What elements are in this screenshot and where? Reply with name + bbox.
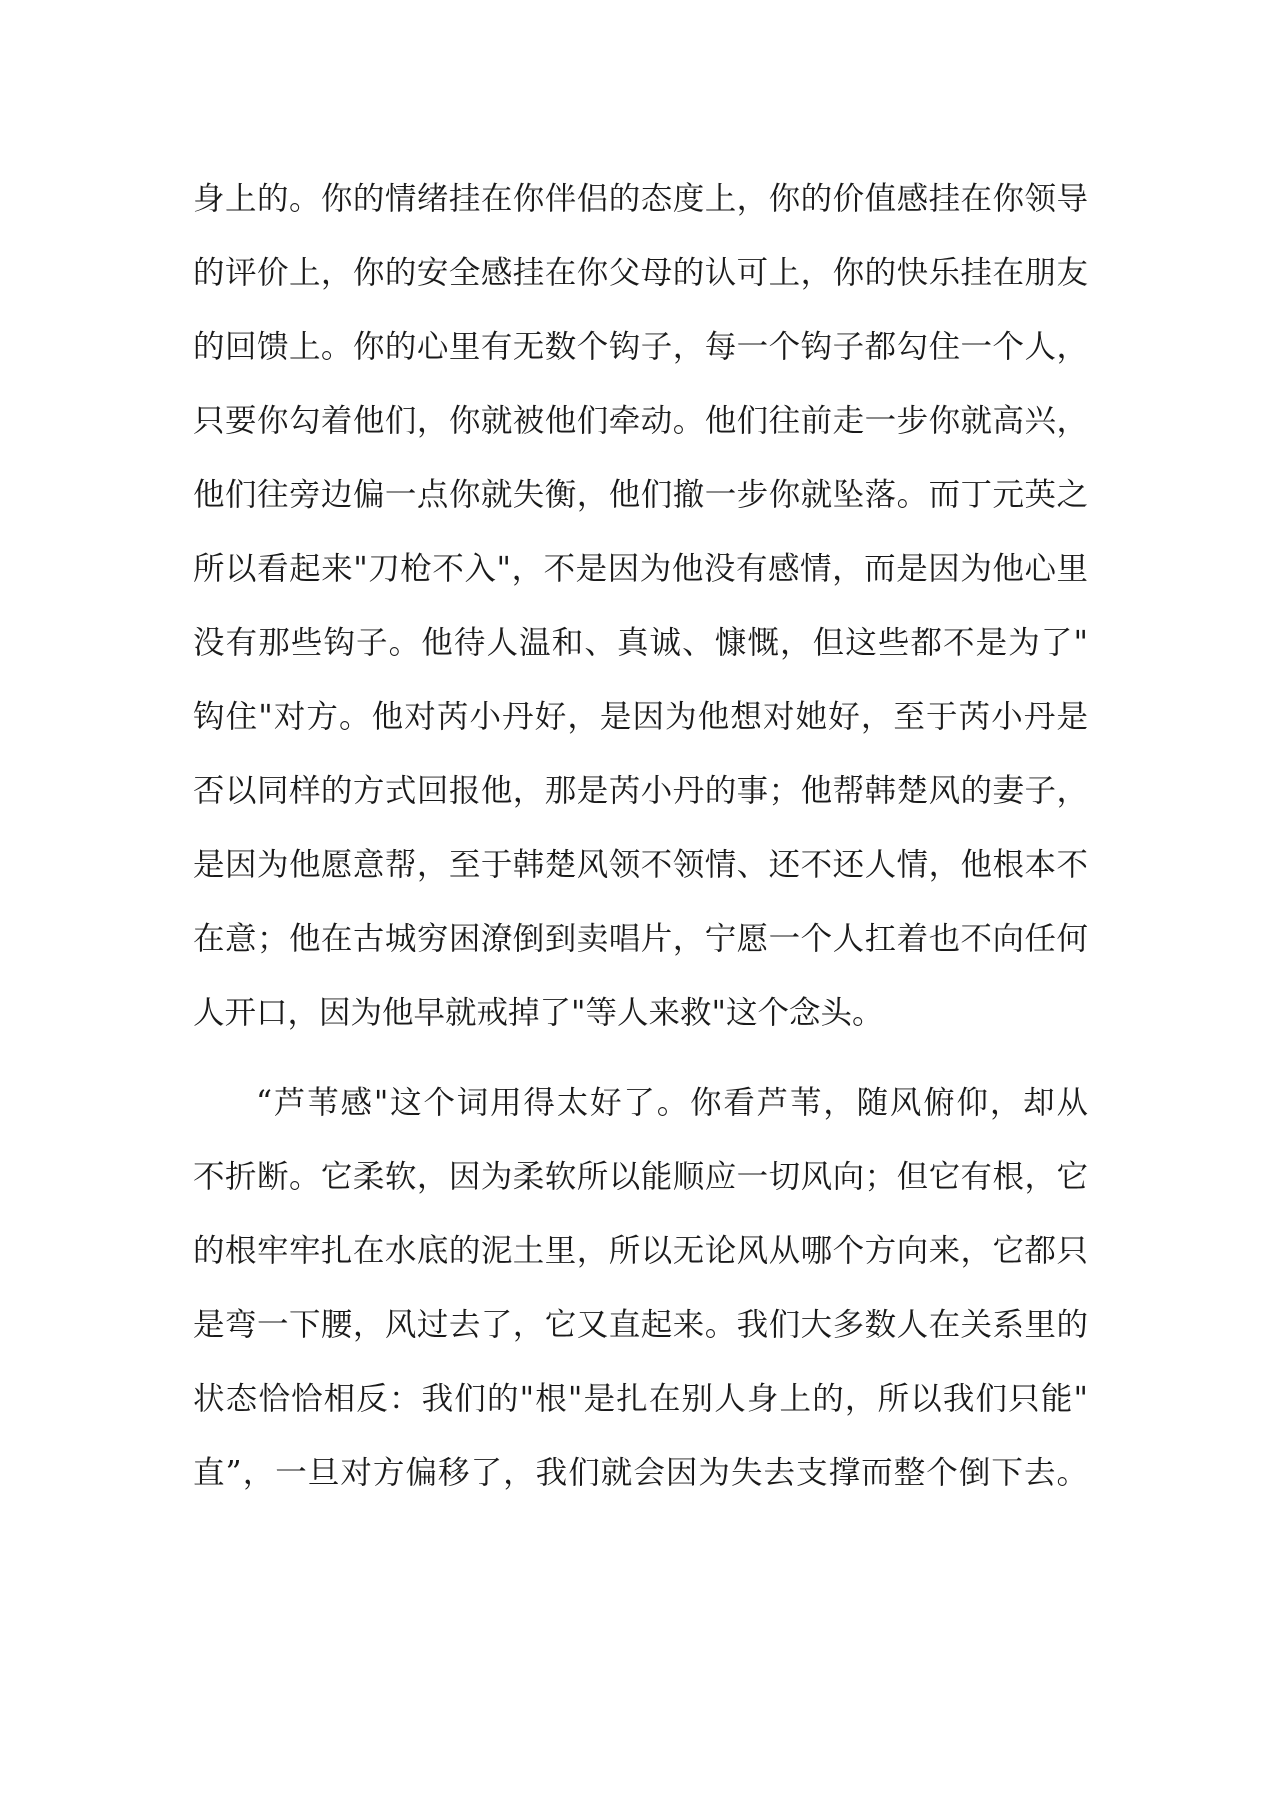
- paragraph-line: 他们往旁边偏一点你就失衡，他们撤一步你就坠落。而丁元英之: [193, 477, 1088, 513]
- paragraph-line: 在意；他在古城穷困潦倒到卖唱片，宁愿一个人扛着也不向任何: [193, 921, 1088, 957]
- paragraph-line: 人开口，因为他早就戒掉了"等人来救"这个念头。: [193, 995, 884, 1031]
- paragraph-line: 钩住"对方。他对芮小丹好，是因为他想对她好，至于芮小丹是: [193, 699, 1088, 735]
- paragraph-line: 状态恰恰相反：我们的"根"是扎在别人身上的，所以我们只能": [193, 1381, 1088, 1417]
- paragraph-line: 直”，一旦对方偏移了，我们就会因为失去支撑而整个倒下去。: [193, 1455, 1088, 1491]
- paragraph-line: 没有那些钩子。他待人温和、真诚、慷慨，但这些都不是为了": [193, 625, 1088, 661]
- paragraph-line: “芦苇感"这个词用得太好了。你看芦苇，随风俯仰，却从: [256, 1085, 1088, 1121]
- paragraph-line: 是因为他愿意帮，至于韩楚风领不领情、还不还人情，他根本不: [193, 847, 1088, 883]
- paragraph-line: 所以看起来"刀枪不入"，不是因为他没有感情，而是因为他心里: [193, 551, 1088, 587]
- paragraph-line: 只要你勾着他们，你就被他们牵动。他们往前走一步你就高兴，: [193, 403, 1088, 439]
- paragraph-line: 是弯一下腰，风过去了，它又直起来。我们大多数人在关系里的: [193, 1307, 1088, 1343]
- paragraph-line: 的评价上，你的安全感挂在你父母的认可上，你的快乐挂在朋友: [193, 255, 1088, 291]
- paragraph-line: 的根牢牢扎在水底的泥土里，所以无论风从哪个方向来，它都只: [193, 1233, 1088, 1269]
- paragraph-line: 的回馈上。你的心里有无数个钩子，每一个钩子都勾住一个人，: [193, 329, 1088, 365]
- paragraph-line: 不折断。它柔软，因为柔软所以能顺应一切风向；但它有根，它: [193, 1159, 1088, 1195]
- paragraph-line: 否以同样的方式回报他，那是芮小丹的事；他帮韩楚风的妻子，: [193, 773, 1088, 809]
- paragraph-line: 身上的。你的情绪挂在你伴侣的态度上，你的价值感挂在你领导: [193, 181, 1088, 217]
